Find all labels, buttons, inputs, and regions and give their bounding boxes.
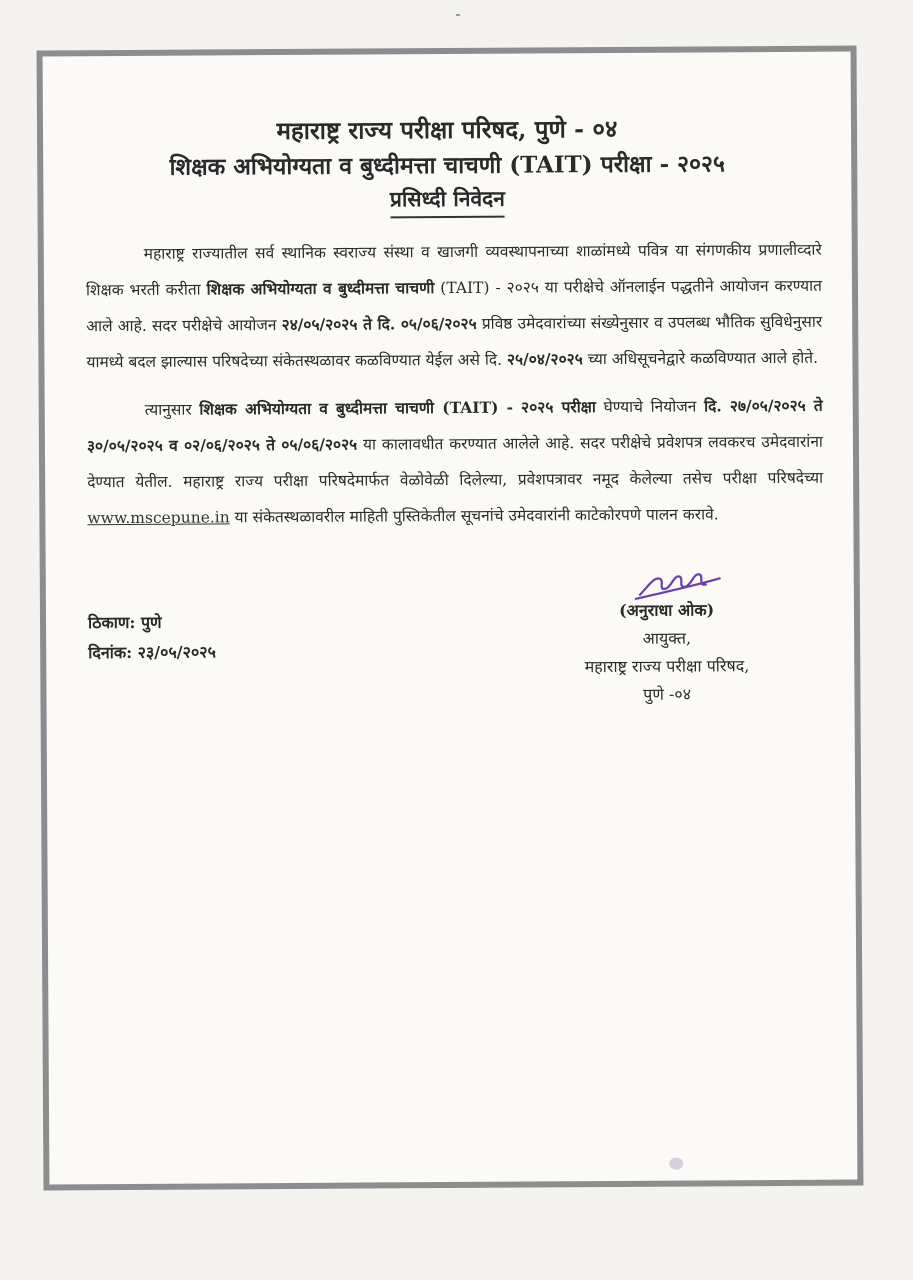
para2-text-4: या संकेतस्थळावरील माहिती पुस्तिकेतील सूचनांचे उमेदवारांनी काटेकोरपणे पालन करावे.	[229, 505, 719, 527]
designation: आयुक्त,	[642, 628, 692, 648]
para1-text-1: महाराष्ट्र राज्यातील सर्व स्थानिक स्वराज्य संस्था व खाजगी व्यवस्थापनाच्या शाळांमध्ये पवित्र या संगणकीय प्रणालीव्दारे शिक्षक भरती करीता	[85, 240, 822, 300]
press-release-heading: प्रसिध्दी निवेदन	[390, 184, 505, 219]
office-name: महाराष्ट्र राज्य परीक्षा परिषद,	[584, 656, 750, 677]
council-title: महाराष्ट्र राज्य परीक्षा परिषद, पुणे - ०४	[276, 113, 618, 146]
para1-bold-dates: २४/०५/२०२५ ते दि. ०५/०६/२०२५	[281, 313, 477, 335]
notice-frame	[37, 46, 864, 1191]
paragraph-1	[86, 232, 823, 380]
office-city: पुणे -०४	[643, 684, 692, 704]
notice-body	[44, 216, 854, 537]
para1-bold-notification-date: २५/०४/२०२५	[506, 349, 583, 369]
para1-text-3: प्रविष्ठ उमेदवारांच्या संख्येनुसार व उपलब्ध भौतिक सुविधेनुसार यामध्ये बदल झाल्यास परिषदेच्या संकेतस्थळावर कळविण्यात येईल असे दि.	[86, 312, 823, 372]
notice-header	[43, 110, 852, 221]
para1-bold-1: शिक्षक अभियोग्यता व बुध्दीमत्ता चाचणी	[206, 278, 435, 299]
website-link[interactable]: www.mscepune.in	[87, 508, 230, 528]
signatory-name: (अनुराधा ओक)	[619, 600, 715, 620]
para2-text-2: घेण्याचे नियोजन	[595, 397, 705, 417]
signature-block	[584, 564, 750, 709]
exam-title: शिक्षक अभियोग्यता व बुध्दीमत्ता चाचणी (TAIT) परीक्षा - २०२५	[169, 150, 726, 181]
place-label: ठिकाण: पुणे	[87, 612, 162, 633]
scan-speck	[456, 14, 460, 16]
para2-bold-exam: शिक्षक अभियोग्यता व बुध्दीमत्ता चाचणी (TAIT) - २०२५ परीक्षा	[199, 397, 596, 419]
place-date-block	[88, 607, 216, 668]
date-label: दिनांक: २३/०५/२०२५	[88, 642, 216, 663]
para2-bold-dates: दि. २७/०५/२०२५ ते ३०/०५/२०२५ व ०२/०६/२०२५ ते ०५/०६/२०२५	[86, 395, 823, 456]
stamp-mark-icon	[669, 1158, 683, 1170]
para1-text-2: (TAIT) - २०२५ या परीक्षेचे ऑनलाईन पद्धतीने आयोजन करण्यात आले आहे. सदर परीक्षेचे आयोजन	[86, 276, 823, 336]
para1-text-4: च्या अधिसूचनेद्वारे कळविण्यात आले होते.	[582, 348, 819, 369]
notice-footer	[46, 600, 855, 759]
para2-text-1: त्यानुसार	[144, 400, 200, 419]
paragraph-2	[87, 388, 824, 536]
para2-text-3: या कालावधीत करण्यात आलेले आहे. सदर परीक्षेचे प्रवेशपत्र लवकरच उमेदवारांना देण्यात येतील. महाराष्ट्र राज्य परीक्षा परिषदेमार्फत वेळोवेळी दिलेल्या, प्रवेशपत्रावर नमूद केलेल्या तसेच परीक्षा परिषदेच्या	[87, 432, 824, 492]
